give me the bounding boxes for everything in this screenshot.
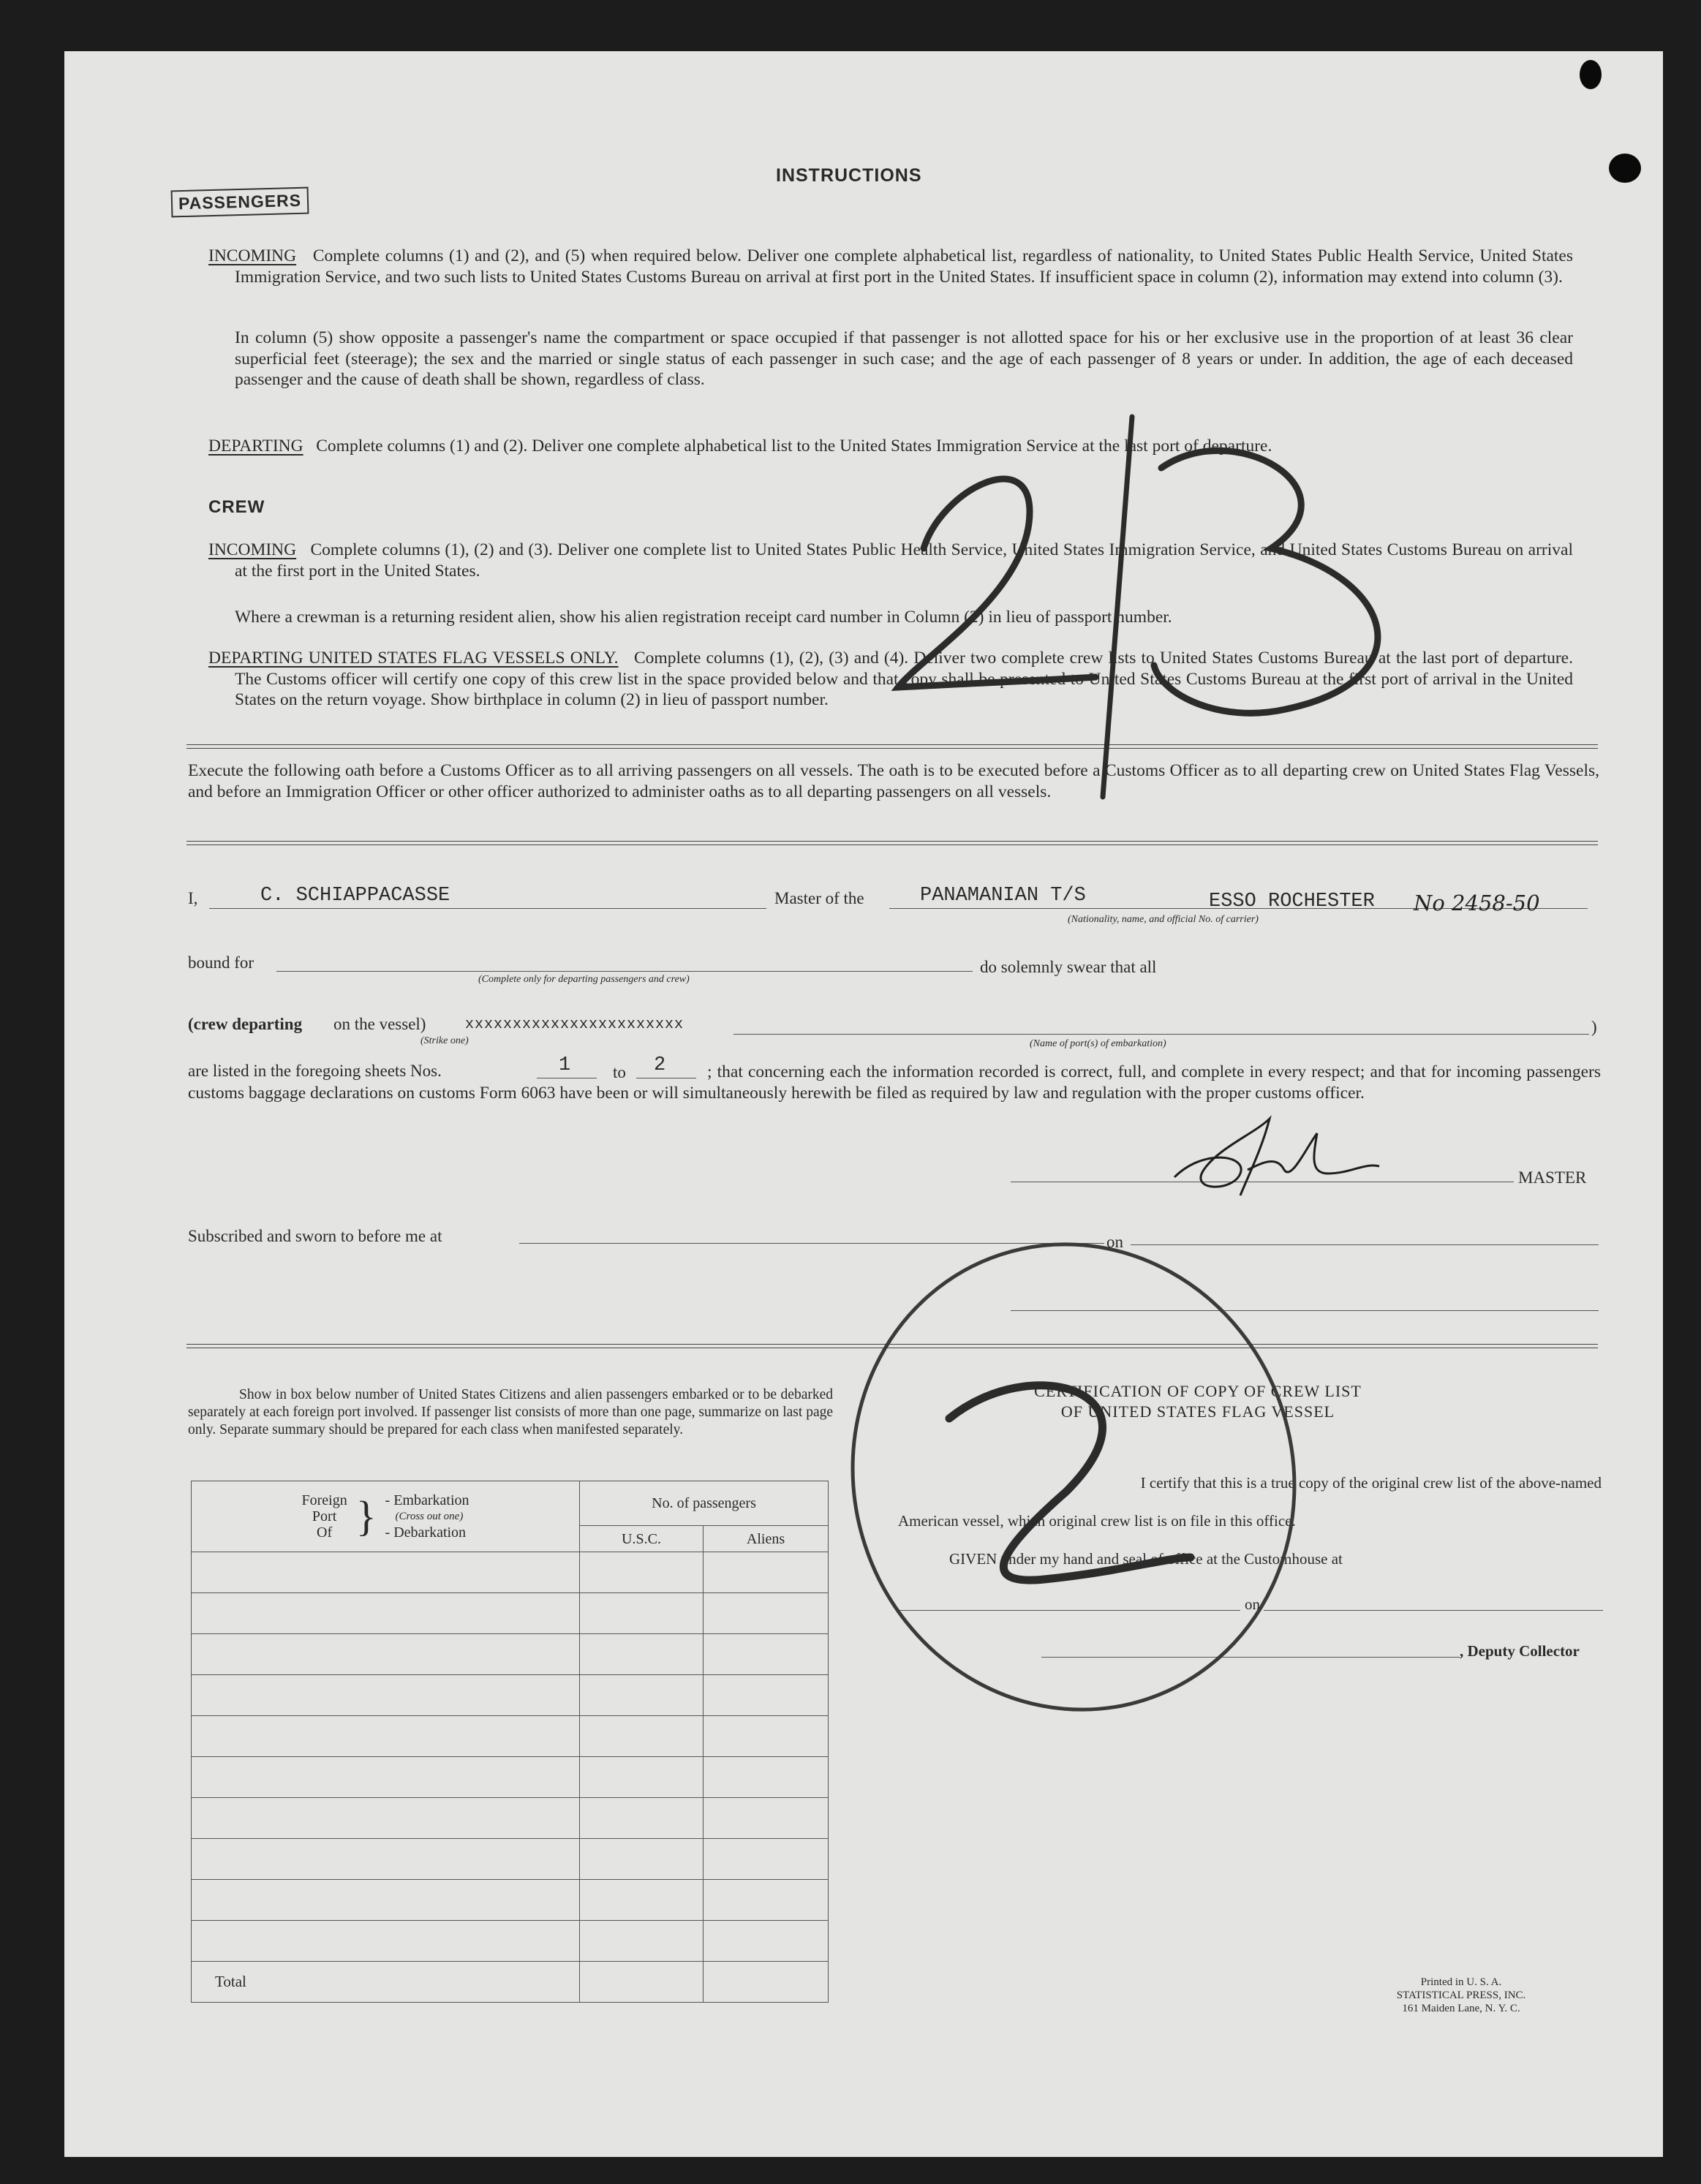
usc-cell[interactable] <box>580 1921 704 1962</box>
aliens-cell[interactable] <box>704 1634 829 1675</box>
embarkation-label: - Embarkation <box>385 1492 469 1508</box>
port-line <box>733 1034 1589 1035</box>
port-header-port: Port <box>312 1508 337 1524</box>
usc-cell[interactable] <box>580 1552 704 1593</box>
swear-label: do solemnly swear that all <box>980 958 1157 976</box>
aliens-cell[interactable] <box>704 1798 829 1839</box>
port-header-labels <box>301 1492 347 1541</box>
subscribed-label: Subscribed and sworn to before me at <box>188 1227 442 1245</box>
aliens-total-cell[interactable] <box>704 1962 829 2003</box>
aliens-cell[interactable] <box>704 1716 829 1757</box>
port-cell[interactable] <box>192 1716 580 1757</box>
crew-heading: CREW <box>208 497 265 517</box>
port-cell[interactable] <box>192 1593 580 1634</box>
certification-title-1: CERTIFICATION OF COPY OF CREW LIST <box>1034 1382 1362 1400</box>
aliens-cell[interactable] <box>704 1921 829 1962</box>
debarkation-label: - Debarkation <box>385 1524 467 1541</box>
column5-paragraph: In column (5) show opposite a passenger's name the compartment or space occupied if that passenger is not allotted space for his or her exclusive use in the proportion of at least 36 clear superficial feet (steerage); the sex and the married or single status of each passenger in such case; and the age of each passenger of 8 years or under. In addition, the age of each deceased passenger and the cause of death shall be shown, regardless of class. <box>235 328 1573 389</box>
oath-intro: Execute the following oath before a Customs Officer as to all arriving passengers on all vessels. The oath is to be executed before a Customs Officer as to all departing crew on United States Flag Vessels, and before an Immigration Officer or other officer authorized to administer oaths as to all departing passengers on all vessels. <box>188 761 1599 801</box>
aliens-cell[interactable] <box>704 1675 829 1716</box>
vessel-caption: (Nationality, name, and official No. of carrier) <box>1068 914 1259 925</box>
printer-line-1: Printed in U. S. A. <box>1420 1976 1502 1988</box>
usc-cell[interactable] <box>580 1757 704 1798</box>
table-row <box>192 1593 829 1634</box>
usc-total-cell[interactable] <box>580 1962 704 2003</box>
port-cell[interactable] <box>192 1675 580 1716</box>
sheets-prefix: are listed in the foregoing sheets Nos. <box>188 1062 442 1080</box>
passengers-departing-text: Complete columns (1) and (2). Deliver one complete alphabetical list to the United States Immigration Service at the last port of departure. <box>316 437 1272 456</box>
crew-incoming-text: Complete columns (1), (2) and (3). Deliver one complete list to United States Public Health Service, United States Immigration Service, and United States Customs Bureau on arrival at the first port in the United States. <box>235 540 1573 581</box>
port-cell[interactable] <box>192 1552 580 1593</box>
vessel-nationality: PANAMANIAN T/S <box>920 885 1086 907</box>
aliens-cell[interactable] <box>704 1880 829 1921</box>
page-title: INSTRUCTIONS <box>776 165 922 186</box>
table-row <box>192 1675 829 1716</box>
master-name-line <box>209 908 766 909</box>
sheet-to: 2 <box>654 1054 666 1076</box>
table-row <box>192 1757 829 1798</box>
bound-for-caption: (Complete only for departing passengers and crew) <box>478 974 690 985</box>
port-cell[interactable] <box>192 1921 580 1962</box>
printer-line-3: 161 Maiden Lane, N. Y. C. <box>1402 2003 1520 2014</box>
usc-cell[interactable] <box>580 1593 704 1634</box>
certification-given: GIVEN under my hand and seal of office at the Customhouse at <box>949 1550 1343 1568</box>
sheet-from: 1 <box>559 1054 571 1076</box>
master-signature <box>1160 1104 1408 1206</box>
port-summary-table <box>191 1481 829 2003</box>
crew-departing-text: Complete columns (1), (2), (3) and (4). Deliver two complete crew lists to United States Customs Bureau at the last port of departure. The Customs officer will certify one copy of this crew list in the space provided below and that copy shall be presented to United States Customs Bureau at the first port of arrival in the United States on the return voyage. Show birthplace in column (2) in lieu of passport number. <box>235 649 1573 709</box>
crew-incoming-label: INCOMING <box>208 540 297 559</box>
port-header-of: Of <box>317 1524 333 1541</box>
port-cell[interactable] <box>192 1839 580 1880</box>
passengers-tag-text: PASSENGERS <box>178 190 302 214</box>
port-cell[interactable] <box>192 1880 580 1921</box>
printer-imprint <box>1308 1976 1615 2015</box>
certification-title-2: OF UNITED STATES FLAG VESSEL <box>1060 1402 1335 1421</box>
port-header-direction <box>385 1492 469 1541</box>
passengers-incoming-label: INCOMING <box>208 246 297 265</box>
vessel-number: No 2458-50 <box>1414 891 1540 915</box>
master-of-label: Master of the <box>774 889 864 907</box>
pencil-circled-annotation <box>825 1214 1351 1733</box>
close-paren: ) <box>1591 1018 1597 1036</box>
table-row <box>192 1921 829 1962</box>
aliens-cell[interactable] <box>704 1593 829 1634</box>
deputy-collector-label: , Deputy Collector <box>1460 1642 1580 1660</box>
strike-caption: (Strike one) <box>420 1035 469 1046</box>
punch-hole-mark <box>1609 154 1641 183</box>
divider <box>186 841 1598 845</box>
bound-for-label: bound for <box>188 953 254 972</box>
vessel-name: ESSO ROCHESTER <box>1209 891 1375 912</box>
summary-intro: Show in box below number of United States Citizens and alien passengers embarked or to be debarked separately at each foreign port involved. If passenger list consists of more than one page, summarize on last page only. Separate summary should be prepared for each class when manifested separately. <box>188 1387 833 1437</box>
passengers-count-header: No. of passengers <box>580 1481 829 1526</box>
brace-icon: } <box>355 1492 377 1540</box>
crew-alien-paragraph: Where a crewman is a returning resident alien, show his alien registration receipt card number in Column (2) in lieu of passport number. <box>235 608 1172 627</box>
usc-cell[interactable] <box>580 1634 704 1675</box>
total-label: Total <box>192 1962 580 2003</box>
port-caption: (Name of port(s) of embarkation) <box>1030 1038 1166 1049</box>
table-row <box>192 1839 829 1880</box>
usc-cell[interactable] <box>580 1716 704 1757</box>
punch-hole-mark <box>1580 60 1602 89</box>
port-cell[interactable] <box>192 1757 580 1798</box>
port-column-header <box>192 1481 580 1552</box>
usc-cell[interactable] <box>580 1839 704 1880</box>
table-row <box>192 1552 829 1593</box>
aliens-header: Aliens <box>704 1526 829 1552</box>
sheets-suffix: ; that concerning each the information recorded is correct, full, and complete in every respect; and that for incoming passengers customs baggage declarations on customs Form 6063 have been or will simultaneously herewith be filed as required by law and regulation with the proper customs officer. <box>188 1062 1601 1103</box>
port-cell[interactable] <box>192 1798 580 1839</box>
passengers-incoming-paragraph <box>208 246 1574 287</box>
subscribed-on-label: on <box>1106 1233 1123 1251</box>
table-row <box>192 1880 829 1921</box>
aliens-cell[interactable] <box>704 1839 829 1880</box>
usc-cell[interactable] <box>580 1880 704 1921</box>
oath-i-label: I, <box>188 889 198 907</box>
table-row <box>192 1716 829 1757</box>
table-row <box>192 1798 829 1839</box>
bound-for-line <box>276 971 973 972</box>
certification-on-label: on <box>1245 1595 1260 1613</box>
certification-text-2: American vessel, which original crew list is on file in this office. <box>898 1512 1296 1530</box>
document-sheet <box>64 51 1663 2157</box>
usc-header: U.S.C. <box>580 1526 704 1552</box>
total-row <box>192 1962 829 2003</box>
certification-text-1: I certify that this is a true copy of the original crew list of the above-named <box>1140 1474 1602 1492</box>
usc-cell[interactable] <box>580 1798 704 1839</box>
port-header-foreign: Foreign <box>301 1492 347 1508</box>
port-cell[interactable] <box>192 1634 580 1675</box>
passengers-departing-label: DEPARTING <box>208 437 303 456</box>
master-name: C. SCHIAPPACASSE <box>260 885 450 907</box>
cross-out-label: (Cross out one) <box>395 1511 464 1522</box>
crew-departing-label: (crew departing <box>188 1015 303 1033</box>
pencil-fraction-annotation <box>854 402 1498 819</box>
passengers-tag <box>171 187 309 218</box>
struck-out-text: xxxxxxxxxxxxxxxxxxxxxxx <box>465 1016 684 1033</box>
passengers-incoming-text: Complete columns (1) and (2), and (5) when required below. Deliver one complete alphabetical list, regardless of nationality, to United States Public Health Service, United States Immigration Service, and two such lists to United States Customs Bureau on arrival at first port in the United States. If insufficient space in column (2), information may extend into column (3). <box>235 246 1574 287</box>
aliens-cell[interactable] <box>704 1757 829 1798</box>
usc-cell[interactable] <box>580 1675 704 1716</box>
aliens-cell[interactable] <box>704 1552 829 1593</box>
master-label: MASTER <box>1518 1168 1587 1187</box>
table-row <box>192 1634 829 1675</box>
printer-line-2: STATISTICAL PRESS, INC. <box>1396 1990 1526 2001</box>
on-vessel-label: on the vessel) <box>333 1015 426 1033</box>
sheet-to-label: to <box>613 1063 626 1081</box>
crew-departing-label: DEPARTING UNITED STATES FLAG VESSELS ONLY. <box>208 649 619 668</box>
